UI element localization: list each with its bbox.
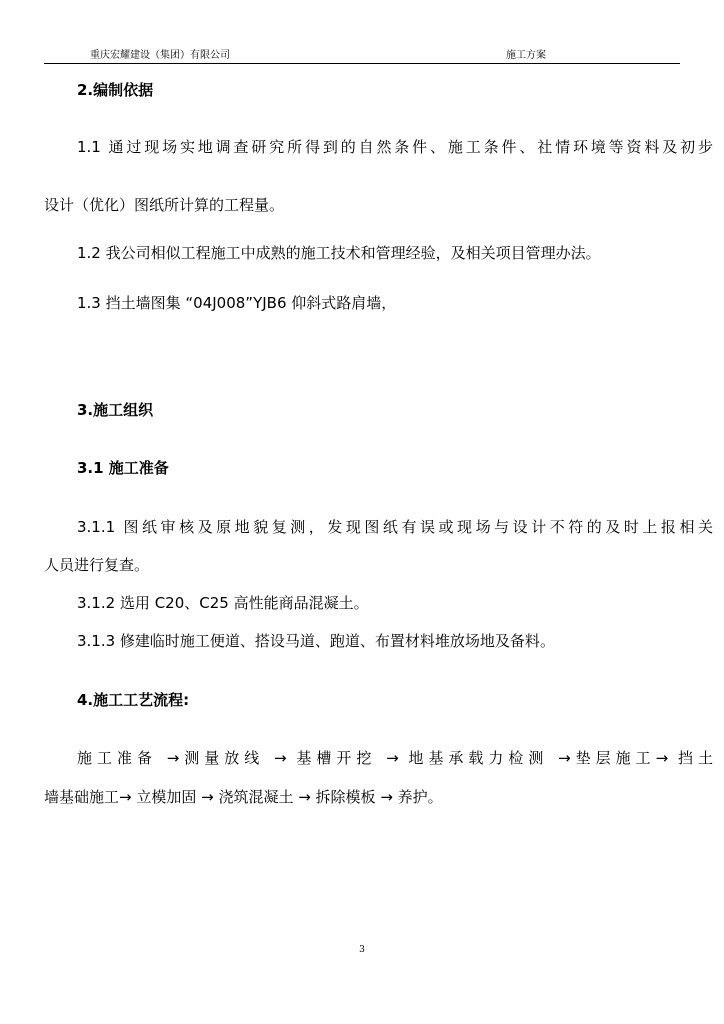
paragraph-1-2: 1.2 我公司相似工程施工中成熟的施工技术和管理经验，及相关项目管理办法。 xyxy=(77,244,601,262)
header-doc-type: 施工方案 xyxy=(506,50,546,61)
process-flow-line-1: 施工准备 →测量放线 → 基槽开挖 → 地基承载力检测 →垫层施工→ 挡土 xyxy=(77,749,713,767)
page-number: 3 xyxy=(359,945,365,955)
section-3-heading: 3.施工组织 xyxy=(77,401,154,419)
paragraph-1-1-line-2: 设计（优化）图纸所计算的工程量。 xyxy=(44,196,285,214)
header-company: 重庆宏耀建设（集团）有限公司 xyxy=(90,50,230,61)
paragraph-3-1-1-line-1: 3.1.1 图纸审核及原地貌复测，发现图纸有误或现场与设计不符的及时上报相关 xyxy=(77,518,713,536)
paragraph-3-1-3: 3.1.3 修建临时施工便道、搭设马道、跑道、布置材料堆放场地及备料。 xyxy=(77,632,555,650)
paragraph-1-1-line-1: 1.1 通过现场实地调查研究所得到的自然条件、施工条件、社情环境等资料及初步 xyxy=(77,138,713,156)
page-header xyxy=(44,49,680,64)
paragraph-3-1-1-line-2: 人员进行复查。 xyxy=(44,556,150,574)
paragraph-3-1-2: 3.1.2 选用 C20、C25 高性能商品混凝土。 xyxy=(77,594,369,612)
section-2-heading: 2.编制依据 xyxy=(77,81,154,99)
paragraph-1-3: 1.3 挡土墙图集 “04J008”YJB6 仰斜式路肩墙， xyxy=(77,294,397,312)
process-flow-line-2: 墙基础施工→ 立模加固 → 浇筑混凝土 → 拆除模板 → 养护。 xyxy=(44,788,443,806)
section-4-heading: 4.施工工艺流程: xyxy=(77,691,190,709)
section-3-1-heading: 3.1 施工准备 xyxy=(77,459,169,477)
